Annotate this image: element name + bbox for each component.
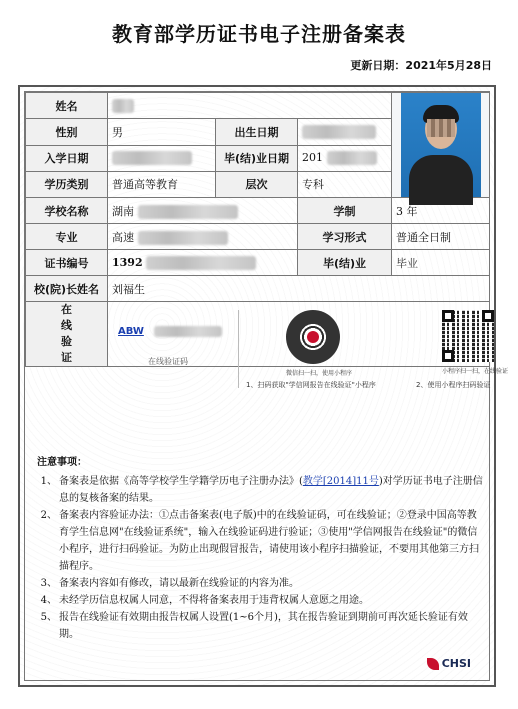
label-edu-type: 学历类别	[26, 171, 108, 197]
photo-cell	[392, 93, 490, 198]
value-grad-status: 毕业	[392, 250, 490, 276]
row-verify	[26, 302, 490, 367]
page-title: 教育部学历证书电子注册备案表	[112, 22, 406, 46]
value-grad-date: 201	[298, 145, 392, 171]
record-inner	[24, 91, 509, 681]
chsi-logo: CHSI	[427, 657, 471, 670]
info-table	[25, 92, 509, 389]
verify-step-1: 1、扫码获取"学信网报告在线验证"小程序	[246, 381, 376, 389]
value-edu-type: 普通高等教育	[108, 171, 216, 197]
value-study-form: 普通全日制	[392, 224, 490, 250]
label-level: 层次	[216, 171, 298, 197]
record-frame	[18, 85, 509, 687]
update-date: 更新日期：2021年5月28日	[350, 59, 492, 72]
qr-code-icon	[442, 310, 494, 362]
verify-step-2: 2、使用小程序扫码验证	[416, 381, 491, 389]
label-online-verify: 在 线 验 证	[26, 302, 108, 367]
value-duration: 3 年	[392, 198, 490, 224]
value-major: 高速	[108, 224, 298, 250]
notes-title: 注意事项：	[37, 457, 87, 468]
value-name	[108, 93, 392, 119]
qr-caption: 小程序扫一扫，在线验证	[442, 368, 509, 375]
label-birth-date: 出生日期	[216, 119, 298, 145]
chsi-mark-icon	[307, 331, 319, 343]
note-item: 1、 备案表是依据《高等学校学生学籍学历电子注册办法》(教学[2014]11号)对学历证书电子注册信息的复核备案的结果。	[40, 476, 483, 504]
policy-link[interactable]: 教学[2014]11号	[302, 476, 379, 487]
label-study-form: 学习形式	[298, 224, 392, 250]
row-major	[26, 224, 490, 250]
note-item: 4、 未经学历信息权属人同意，不得将备案表用于违背权属人意愿之用途。	[40, 595, 369, 606]
label-name: 姓名	[26, 93, 108, 119]
label-school: 学校名称	[26, 198, 108, 224]
label-president: 校(院)长姓名	[26, 276, 108, 302]
label-duration: 学制	[298, 198, 392, 224]
mini-caption: 微信扫一扫，使用小程序	[286, 370, 353, 377]
value-birth-date	[298, 119, 392, 145]
row-president	[26, 276, 490, 302]
note-item: 3、 备案表内容如有修改，请以最新在线验证的内容为准。	[40, 578, 299, 589]
value-level: 专科	[298, 171, 392, 197]
value-school: 湖南	[108, 198, 298, 224]
value-president: 刘福生	[108, 276, 490, 302]
label-cert-no: 证书编号	[26, 250, 108, 276]
student-photo	[401, 93, 481, 197]
label-major: 专业	[26, 224, 108, 250]
verify-cell	[108, 302, 509, 389]
verify-code-caption: 在线验证码	[148, 357, 188, 366]
note-item: 5、 报告在线验证有效期由报告权属人设置(1~6个月)，其在报告验证到期前可再次延长验证有效期。	[40, 612, 468, 640]
value-enroll-date	[108, 145, 216, 171]
value-cert-no: 1392	[108, 250, 298, 276]
row-name	[26, 93, 490, 119]
row-cert	[26, 250, 490, 276]
value-gender: 男	[108, 119, 216, 145]
label-grad-date: 毕(结)业日期	[216, 145, 298, 171]
verify-divider	[238, 310, 239, 388]
note-item: 2、 备案表内容验证办法：①点击备案表(电子版)中的在线验证码，可在线验证；②登录中国高等教育学生信息网"在线验证系统"，输入在线验证码进行验证；③使用"学信网报告在线验证"的微信小程序，进行扫码验证。为防止出现假冒报告，请使用该小程序扫描验证，不要用其他第三方扫描程序。	[40, 510, 479, 572]
verify-code-blur	[154, 326, 222, 337]
label-gender: 性别	[26, 119, 108, 145]
verify-code-link[interactable]: ABW	[118, 326, 144, 337]
notes-section	[37, 454, 485, 643]
label-grad-status: 毕(结)业	[298, 250, 392, 276]
chsi-logo-icon	[427, 658, 439, 670]
label-enroll-date: 入学日期	[26, 145, 108, 171]
